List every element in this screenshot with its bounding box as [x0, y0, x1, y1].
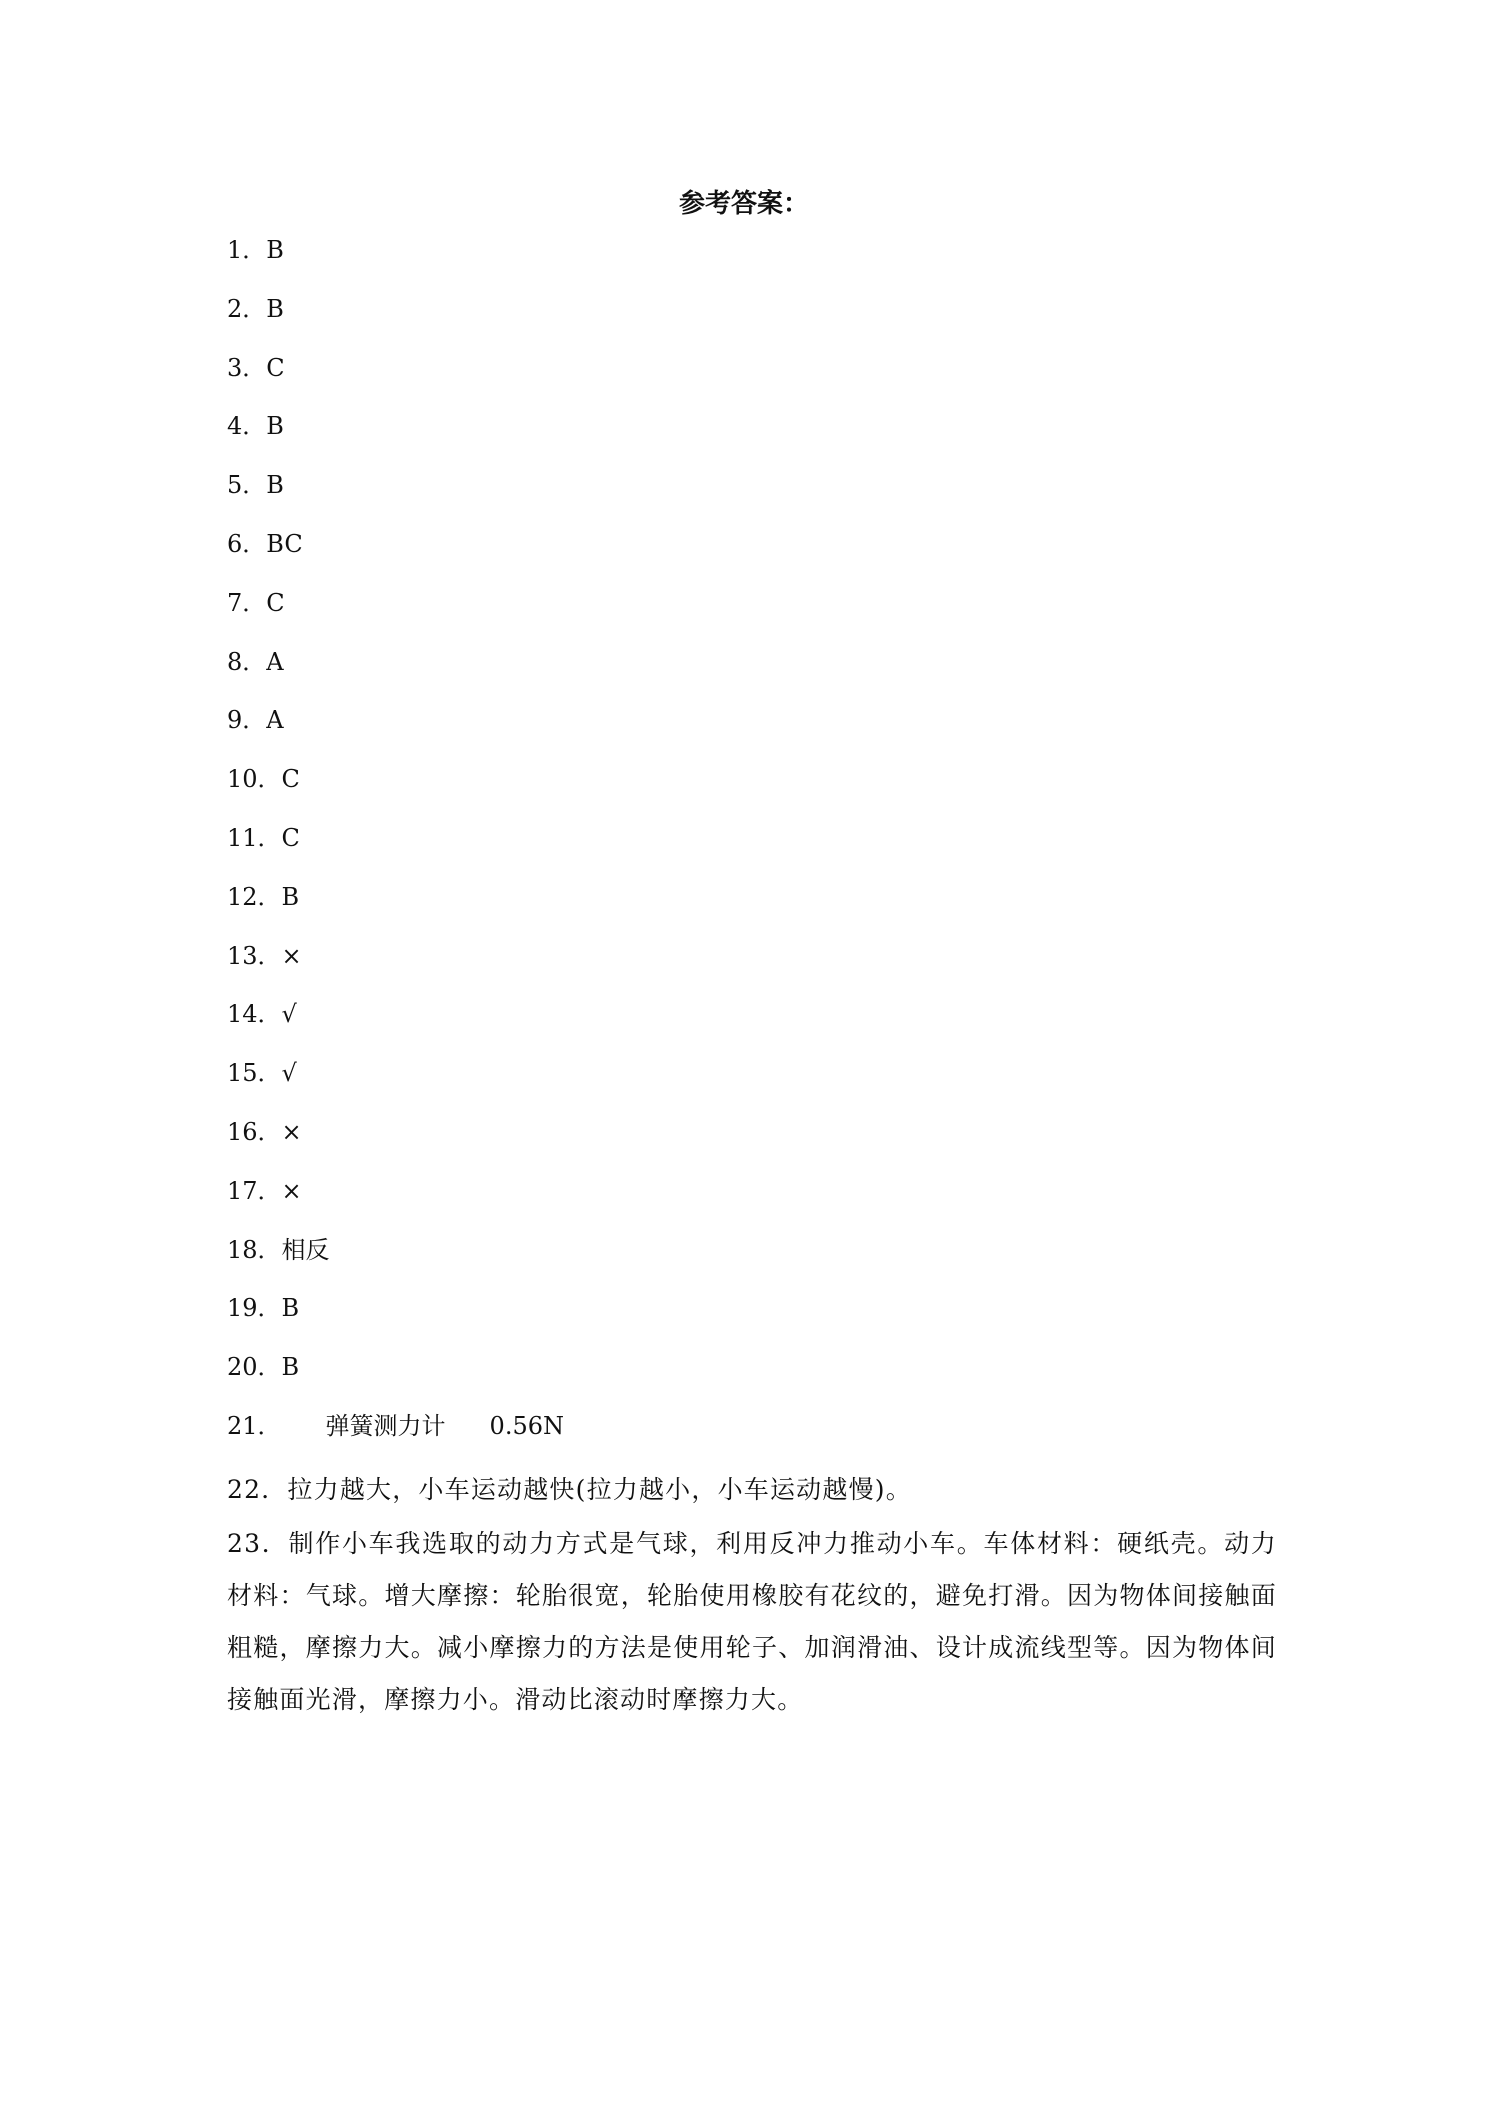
answer-text: 相反	[281, 1235, 330, 1264]
answer-text: 制作小车我选取的动力方式是气球，利用反冲力推动小车。车体材料：硬纸壳。动力材料：气球。增大摩擦：轮胎很宽，轮胎使用橡胶有花纹的，避免打滑。因为物体间接触面粗糙，摩擦力大。减小摩擦力的方法是使用轮子、加润滑油、设计成流线型等。因为物体间接触面光滑，摩擦力小。滑动比滚动时摩擦力大。	[227, 1529, 1277, 1714]
answer-paragraph	[227, 1518, 1277, 1726]
answer-number: 15．	[227, 1059, 282, 1088]
answer-row	[227, 994, 1277, 1053]
answer-row	[227, 465, 1277, 524]
answer-text: B	[281, 882, 300, 911]
answer-number: 13．	[227, 941, 282, 970]
answer-list	[227, 230, 1277, 1453]
answer-row	[227, 1230, 1277, 1289]
answer-text: B	[266, 236, 284, 264]
answer-text: ×	[281, 941, 302, 970]
answer-number: 14．	[227, 1000, 282, 1029]
answer-number: 3．	[227, 353, 267, 382]
answer-text: C	[266, 353, 285, 382]
answer-text: B	[281, 1294, 300, 1323]
answer-row	[227, 818, 1277, 877]
answer-number: 5．	[227, 471, 267, 500]
answer-text: A	[266, 647, 284, 676]
answer-text: √	[281, 1000, 297, 1029]
answer-number: 22．	[227, 1475, 288, 1504]
answer-row	[227, 1347, 1277, 1406]
answer-text: C	[281, 765, 300, 794]
answer-row	[227, 348, 1277, 407]
answer-text: 拉力越大，小车运动越快(拉力越小，小车运动越慢)。	[287, 1475, 912, 1504]
answer-row	[227, 877, 1277, 936]
answer-text: C	[281, 823, 300, 852]
answer-number: 7．	[227, 588, 267, 617]
answer-number: 11．	[227, 823, 282, 852]
answer-text: BC	[266, 529, 303, 558]
answer-text: 弹簧测力计	[325, 1411, 446, 1440]
answer-text: A	[266, 706, 284, 735]
answer-text: ×	[281, 1176, 302, 1205]
answer-number: 19．	[227, 1294, 282, 1323]
page-title: 参考答案：	[678, 189, 809, 219]
answer-row	[227, 230, 1277, 289]
answer-number: 21．	[227, 1411, 282, 1440]
answer-number: 18．	[227, 1235, 282, 1264]
answer-text: B	[266, 294, 284, 323]
answer-text: B	[266, 471, 284, 500]
answer-text: 0.56N	[489, 1411, 564, 1440]
answer-text: B	[266, 412, 284, 441]
answer-number: 10．	[227, 765, 282, 794]
answer-row	[227, 583, 1277, 642]
answer-row	[227, 406, 1277, 465]
answer-text: √	[281, 1059, 297, 1088]
answer-number: 17．	[227, 1176, 282, 1205]
answer-row	[227, 1288, 1277, 1347]
answer-text: ×	[281, 1117, 302, 1146]
answer-number: 4．	[227, 412, 267, 441]
answer-number: 12．	[227, 882, 282, 911]
answer-text: B	[281, 1353, 300, 1382]
answer-number: 20．	[227, 1353, 282, 1382]
answer-number: 8．	[227, 647, 267, 676]
answer-row	[227, 700, 1277, 759]
answer-row	[227, 1406, 1277, 1453]
answer-row	[227, 759, 1277, 818]
answer-number: 9．	[227, 706, 267, 735]
answer-row	[227, 524, 1277, 583]
answer-row	[227, 1171, 1277, 1230]
answer-row	[227, 1112, 1277, 1171]
answer-number: 16．	[227, 1117, 282, 1146]
answer-paragraph	[227, 1464, 1277, 1516]
answer-number: 6．	[227, 529, 267, 558]
answer-number: 2．	[227, 294, 267, 323]
answer-text: C	[266, 588, 285, 617]
answer-row	[227, 289, 1277, 348]
answer-number: 1．	[227, 236, 267, 264]
answer-row	[227, 642, 1277, 701]
answer-row	[227, 1053, 1277, 1112]
answer-number: 23．	[227, 1529, 289, 1558]
answer-row	[227, 936, 1277, 995]
